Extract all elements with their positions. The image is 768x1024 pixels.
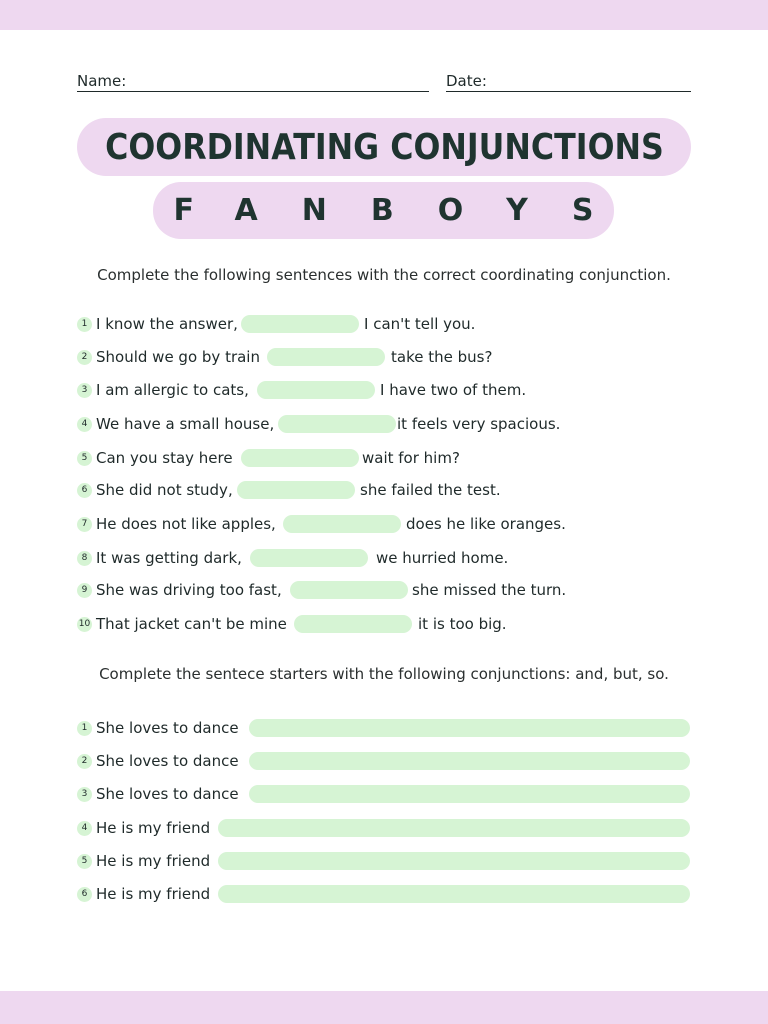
sentence-end: she failed the test. [360, 481, 501, 499]
sentence-start: We have a small house, [96, 415, 275, 433]
answer-blank[interactable] [249, 719, 690, 737]
item-number: 6 [77, 887, 92, 902]
page-subtitle: FANBOYS [173, 193, 638, 228]
answer-blank[interactable] [250, 549, 368, 567]
item-number: 2 [77, 350, 92, 365]
sentence-end: we hurried home. [376, 549, 509, 567]
bottom-decorative-band [0, 991, 768, 1024]
sentence-end: take the bus? [391, 348, 493, 366]
answer-blank[interactable] [218, 885, 690, 903]
sentence-end: it feels very spacious. [397, 415, 561, 433]
starter-text: She loves to dance [96, 719, 239, 737]
sentence-end: does he like oranges. [406, 515, 566, 533]
sentence-end: I have two of them. [380, 381, 527, 399]
item-number: 6 [77, 483, 92, 498]
answer-blank[interactable] [241, 315, 359, 333]
top-decorative-band [0, 0, 768, 30]
item-number: 1 [77, 721, 92, 736]
answer-blank[interactable] [218, 819, 690, 837]
answer-blank[interactable] [249, 752, 690, 770]
sentence-start: He does not like apples, [96, 515, 276, 533]
starter-text: She loves to dance [96, 785, 239, 803]
item-number: 10 [77, 617, 92, 632]
item-number: 4 [77, 821, 92, 836]
starter-text: He is my friend [96, 885, 211, 903]
starter-text: He is my friend [96, 852, 211, 870]
section1-instruction: Complete the following sentences with the correct coordinating conjunction. [97, 266, 671, 284]
answer-blank[interactable] [241, 449, 359, 467]
sentence-start: It was getting dark, [96, 549, 242, 567]
answer-blank[interactable] [267, 348, 385, 366]
sentence-end: wait for him? [362, 449, 460, 467]
name-field[interactable] [77, 91, 429, 92]
sentence-start: That jacket can't be mine [96, 615, 287, 633]
item-number: 1 [77, 317, 92, 332]
sentence-end: she missed the turn. [412, 581, 567, 599]
date-field[interactable] [446, 91, 691, 92]
item-number: 3 [77, 787, 92, 802]
sentence-end: it is too big. [418, 615, 507, 633]
title-banner [77, 118, 691, 176]
item-number: 5 [77, 854, 92, 869]
sentence-end: I can't tell you. [364, 315, 476, 333]
answer-blank[interactable] [249, 785, 690, 803]
name-label: Name: [77, 72, 127, 90]
answer-blank[interactable] [294, 615, 412, 633]
sentence-start: Should we go by train [96, 348, 260, 366]
sentence-start: I am allergic to cats, [96, 381, 249, 399]
section2-instruction: Complete the sentece starters with the following conjunctions: and, but, so. [99, 665, 669, 683]
item-number: 8 [77, 551, 92, 566]
date-label: Date: [446, 72, 487, 90]
item-number: 7 [77, 517, 92, 532]
starter-text: She loves to dance [96, 752, 239, 770]
item-number: 3 [77, 383, 92, 398]
sentence-start: Can you stay here [96, 449, 233, 467]
item-number: 9 [77, 583, 92, 598]
item-number: 2 [77, 754, 92, 769]
sentence-start: I know the answer, [96, 315, 238, 333]
subtitle-banner [153, 182, 638, 239]
page-title: COORDINATING CONJUNCTIONS [104, 126, 664, 168]
answer-blank[interactable] [290, 581, 408, 599]
item-number: 5 [77, 451, 92, 466]
sentence-start: She was driving too fast, [96, 581, 282, 599]
answer-blank[interactable] [283, 515, 401, 533]
answer-blank[interactable] [278, 415, 396, 433]
answer-blank[interactable] [218, 852, 690, 870]
answer-blank[interactable] [237, 481, 355, 499]
answer-blank[interactable] [257, 381, 375, 399]
starter-text: He is my friend [96, 819, 211, 837]
item-number: 4 [77, 417, 92, 432]
sentence-start: She did not study, [96, 481, 233, 499]
